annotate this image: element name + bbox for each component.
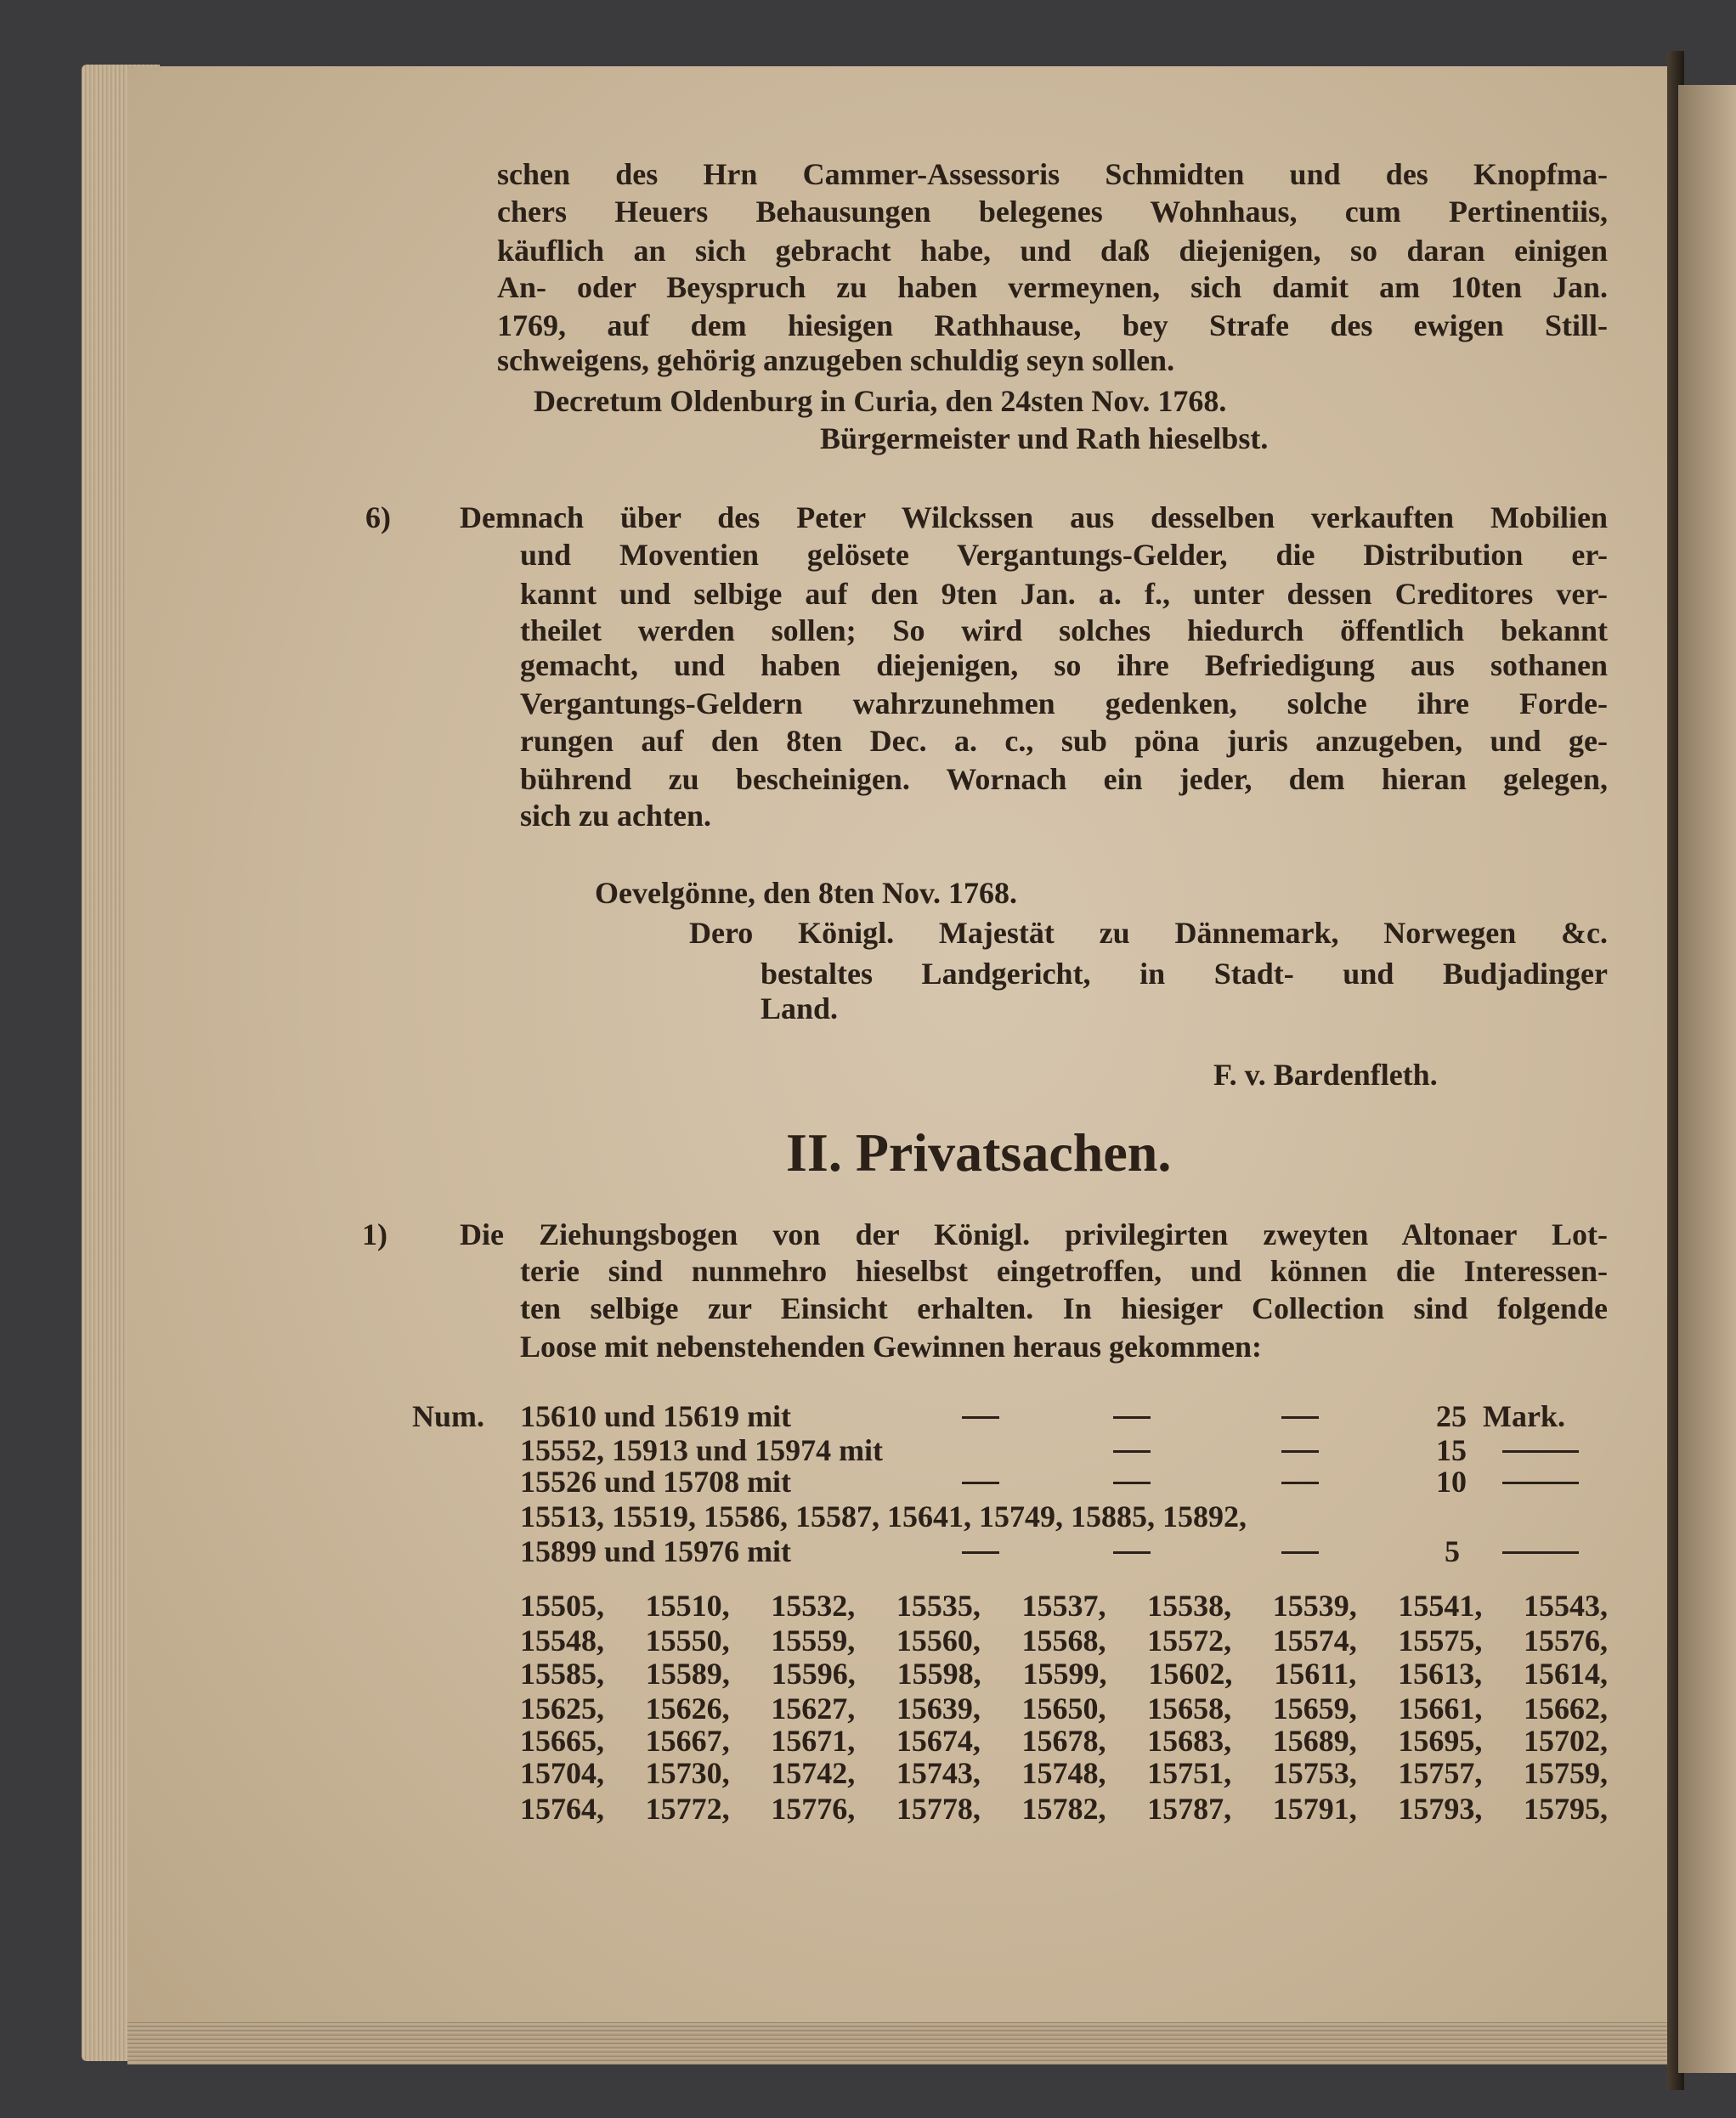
dash — [1113, 1482, 1151, 1484]
number-list-row: 15505, 15510, 15532, 15535, 15537, 15538, 15539, 15541, 15543, — [520, 1589, 1608, 1623]
signatory: Bürgermeister und Rath hieselbst. — [820, 421, 1269, 455]
text-line: Loose mit nebenstehenden Gewinnen heraus gekommen: — [520, 1330, 1263, 1364]
text-line: schen des Hrn Cammer-Assessoris Schmidten und des Knopfma- — [497, 157, 1608, 191]
prize-numbers: 15552, 15913 und 15974 mit — [520, 1433, 884, 1467]
text-line: schweigens, gehörig anzugeben schuldig seyn sollen. — [497, 343, 1175, 377]
dash — [962, 1551, 999, 1554]
number-list-row: 15665, 15667, 15671, 15674, 15678, 15683, 15689, 15695, 15702, — [520, 1724, 1608, 1758]
text-line: gemacht, und haben diejenigen, so ihre Befriedigung aus sothanen — [520, 648, 1608, 682]
ditto-dash — [1502, 1482, 1579, 1484]
dash — [1113, 1416, 1151, 1419]
text-line: sich zu achten. — [520, 799, 711, 833]
text-line: Vergantungs-Geldern wahrzunehmen gedenken, solche ihre Forde- — [520, 686, 1608, 720]
prize-numbers: 15899 und 15976 mit — [520, 1534, 792, 1568]
prize-numbers: 15526 und 15708 mit — [520, 1465, 792, 1499]
prize-numbers: 15610 und 15619 mit — [520, 1399, 792, 1433]
text-line: und Moventien gelösete Vergantungs-Gelder, die Distribution er- — [520, 538, 1608, 572]
facing-page-edge — [1678, 85, 1736, 2073]
place-date: Oevelgönne, den 8ten Nov. 1768. — [595, 876, 1018, 910]
section-heading: II. Privatsachen. — [786, 1122, 1172, 1183]
text-line: Demnach über des Peter Wilckssen aus desselben verkauften Mobilien — [460, 500, 1608, 534]
number-list-row: 15764, 15772, 15776, 15778, 15782, 15787, 15791, 15793, 15795, — [520, 1792, 1608, 1826]
prize-numbers: 15513, 15519, 15586, 15587, 15641, 15749, 15885, 15892, — [520, 1500, 1247, 1533]
decree-date: Decretum Oldenburg in Curia, den 24sten Nov. 1768. — [534, 384, 1227, 418]
text-line: 1769, auf dem hiesigen Rathhause, bey Strafe des ewigen Still- — [497, 308, 1608, 342]
dash — [1281, 1551, 1319, 1554]
item-number: 6) — [365, 500, 391, 534]
dash — [1281, 1450, 1319, 1453]
text-line: terie sind nunmehro hieselbst eingetroffen, und können die Interessen- — [520, 1254, 1608, 1288]
text-line: käuflich an sich gebracht habe, und daß diejenigen, so daran einigen — [497, 234, 1608, 268]
page-bottom-edge — [127, 2022, 1670, 2064]
dash — [1113, 1450, 1151, 1453]
text-line: bührend zu bescheinigen. Wornach ein jeder, dem hieran gelegen, — [520, 762, 1608, 796]
number-list-row: 15585, 15589, 15596, 15598, 15599, 15602, 15611, 15613, 15614, — [520, 1657, 1608, 1691]
prize-amount: 25 — [1436, 1399, 1467, 1433]
text-line: chers Heuers Behausungen belegenes Wohnhaus, cum Pertinentiis, — [497, 195, 1608, 229]
dash — [962, 1482, 999, 1484]
prize-unit: Mark. — [1483, 1399, 1565, 1433]
ditto-dash — [1502, 1450, 1579, 1453]
prize-amount: 5 — [1445, 1534, 1460, 1568]
authority-line: bestaltes Landgericht, in Stadt- und Budjadinger — [761, 957, 1608, 991]
text-line: An- oder Beyspruch zu haben vermeynen, sich damit am 10ten Jan. — [497, 270, 1608, 304]
text-line: kannt und selbige auf den 9ten Jan. a. f., unter dessen Creditores ver- — [520, 577, 1608, 611]
authority-line: Dero Königl. Majestät zu Dännemark, Norwegen &c. — [689, 916, 1608, 950]
dash — [1113, 1551, 1151, 1554]
text-line: theilet werden sollen; So wird solches hiedurch öffentlich bekannt — [520, 613, 1608, 647]
number-list-row: 15704, 15730, 15742, 15743, 15748, 15751, 15753, 15757, 15759, — [520, 1756, 1608, 1790]
prize-amount: 10 — [1436, 1465, 1467, 1499]
ditto-dash — [1502, 1551, 1579, 1554]
text-line: ten selbige zur Einsicht erhalten. In hiesiger Collection sind folgende — [520, 1291, 1608, 1325]
prize-amount: 15 — [1436, 1433, 1467, 1467]
signature: F. v. Bardenfleth. — [1213, 1058, 1438, 1092]
num-label: Num. — [412, 1399, 485, 1433]
dash — [962, 1416, 999, 1419]
number-list-row: 15625, 15626, 15627, 15639, 15650, 15658, 15659, 15661, 15662, — [520, 1692, 1608, 1725]
dash — [1281, 1416, 1319, 1419]
number-list-row: 15548, 15550, 15559, 15560, 15568, 15572, 15574, 15575, 15576, — [520, 1624, 1608, 1658]
dash — [1281, 1482, 1319, 1484]
authority-line: Land. — [761, 991, 839, 1025]
text-line: rungen auf den 8ten Dec. a. c., sub pöna juris anzugeben, und ge- — [520, 724, 1608, 758]
item-number: 1) — [362, 1217, 387, 1251]
text-line: Die Ziehungsbogen von der Königl. privilegirten zweyten Altonaer Lot- — [460, 1217, 1608, 1251]
